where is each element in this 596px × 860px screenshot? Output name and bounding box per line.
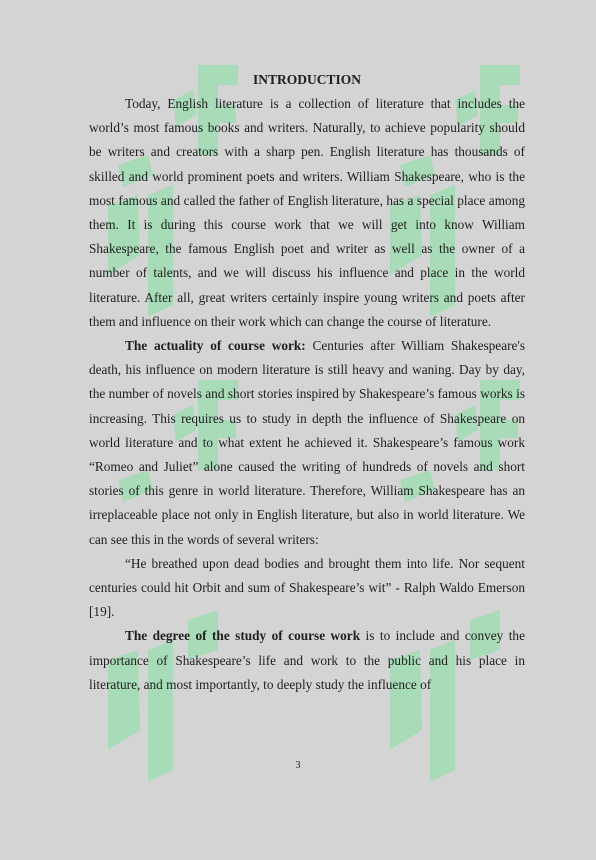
paragraph-intro: [89, 92, 525, 334]
paragraph-quote: [89, 552, 525, 625]
paragraph-text: “He breathed upon dead bodies and brought them into life. Nor sequent centuries could hit Orbit and sum of Shakespeare’s wit” - Ralph Waldo Emerson [19].: [89, 555, 525, 620]
document-title: INTRODUCTION: [252, 72, 361, 87]
paragraph-lead: The degree of the study of course work: [125, 628, 361, 644]
paragraph-text: Today, English literature is a collection of literature that includes the world’s most famous books and writers. Naturally, to achieve popularity should be writers and creators with a sharp pen. English literature has thousands of skilled and world prominent poets and writers. William Shakespeare, who is the most famous and called the father of English literature, has a special place among them. It is during this course work that we will get into know William Shakespeare, the famous English poet and writer as well as the owner of a number of talents, and we will discuss his influence and place in the world literature. After all, great writers certainly inspire young writers and poets after them and influence on their work which can change the course of literature.: [89, 96, 525, 329]
paragraph-text: Centuries after William Shakespeare's death, his influence on modern literature is still heavy and waning. Day by day, the number of novels and short stories inspired by Shakespeare’s famous works is increasing. This requires us to study in depth the influence of Shakespeare on world literature and to what extent he achieved it. Shakespeare’s famous work “Romeo and Juliet” alone caused the writing of hundreds of novels and short stories of this genre in world literature. Therefore, William Shakespeare has an irreplaceable place not only in English literature, but also in world literature. We can see this in the words of several writers:: [89, 338, 525, 547]
paragraph-text: is to include and convey the importance of Shakespeare’s life and work to the public and his place in literature, and most importantly, to deeply study the influence of: [89, 628, 525, 692]
paragraph-actuality: [89, 334, 525, 552]
document-body: [89, 68, 525, 697]
paragraph-lead: The actuality of course work:: [125, 338, 306, 354]
page-number: 3: [295, 760, 301, 771]
paragraph-degree: [89, 624, 525, 697]
